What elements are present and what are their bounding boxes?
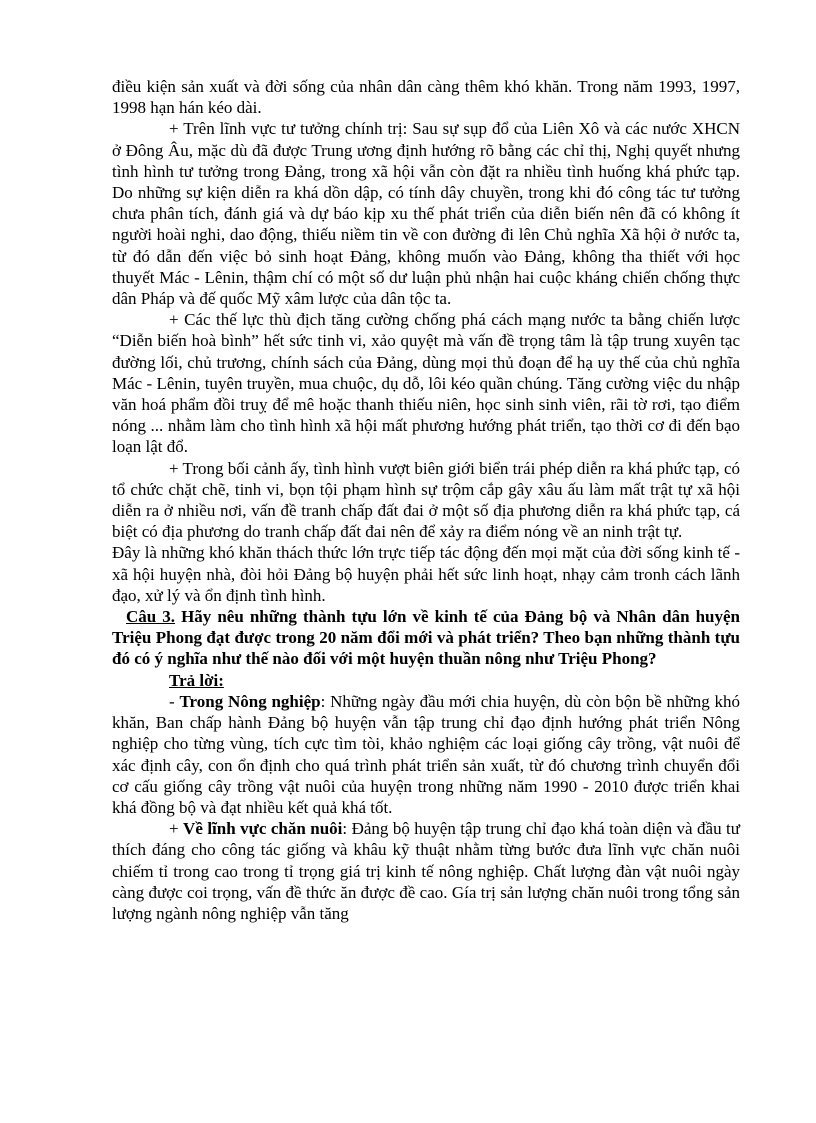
answer-livestock bbox=[112, 818, 740, 924]
question-label: Câu 3. bbox=[126, 607, 176, 627]
answer-agriculture-prefix: - bbox=[169, 691, 180, 711]
answer-agriculture-text: : Những ngày đầu mới chia huyện, dù còn bộn bề những khó khăn, Ban chấp hành Đảng bộ huyện vẫn tập trung chỉ đạo định hướng phát triển Nông nghiệp cho từng vùng, tích cực tìm tòi, khảo nghiệm các loại giống cây trồng, vật nuôi để xác định cây, con ổn định cho quá trình phát triển sản xuất, từ đó chương trình chuyển đổi cơ cấu giống cây trồng vật nuôi của huyện trong những năm 1990 - 2010 được triển khai khá đồng bộ và đạt nhiều kết quả khá tốt. bbox=[112, 691, 740, 817]
question-text: Hãy nêu những thành tựu lớn về kinh tế của Đảng bộ và Nhân dân huyện Triệu Phong đạt được trong 20 năm đổi mới và phát triển? Theo bạn những thành tựu đó có ý nghĩa như thế nào đối với một huyện thuần nông như Triệu Phong? bbox=[112, 607, 740, 669]
answer-livestock-prefix: + bbox=[169, 819, 184, 839]
paragraph-challenges-summary: Đây là những khó khăn thách thức lớn trực tiếp tác động đến mọi mặt của đời sống kinh tế - xã hội huyện nhà, đòi hỏi Đảng bộ huyện phải hết sức linh hoạt, nhạy cảm tronh cách lãnh đạo, xử lý và ổn định tình hình. bbox=[112, 543, 740, 605]
paragraph-hostile-forces: + Các thế lực thù địch tăng cường chống phá cách mạng nước ta bằng chiến lược “Diễn biến hoà bình” hết sức tinh vi, xảo quyệt mà vấn đề trọng tâm là tập trung xuyên tạc đường lối, chủ trương, chính sách của Đảng, dùng mọi thủ đoạn để hạ uy thế của chủ nghĩa Mác - Lênin, tuyên truyền, mua chuộc, dụ dỗ, lôi kéo quần chúng. Tăng cường việc du nhập văn hoá phẩm đồi truỵ để mê hoặc thanh thiếu niên, học sinh sinh viên, rãi tờ rơi, tạo điểm nóng ... nhằm làm cho tình hình xã hội mất phương hướng phát triển, tạo thời cơ đi đến bạo loạn lật đổ. bbox=[112, 310, 740, 457]
paragraph-drought: điều kiện sản xuất và đời sống của nhân dân càng thêm khó khăn. Trong năm 1993, 1997, 1998 hạn hán kéo dài. bbox=[112, 77, 740, 118]
paragraph-border-security: + Trong bối cảnh ấy, tình hình vượt biên giới biển trái phép diễn ra khá phức tạp, có tổ chức chặt chẽ, tinh vi, bọn tội phạm hình sự trộm cắp gây xâu ấu làm mất trật tự xã hội diễn ra ở nhiều nơi, vấn đề tranh chấp đất đai ở một số địa phương diễn ra khá phức tạp, cá biệt có địa phương do tranh chấp đất đai nên để xảy ra điểm nóng về an ninh trật tự. bbox=[112, 458, 740, 542]
answer-label: Trả lời: bbox=[169, 670, 224, 690]
answer-livestock-lead: Về lĩnh vực chăn nuôi bbox=[183, 819, 343, 839]
answer-agriculture-lead: Trong Nông nghiệp bbox=[179, 691, 321, 711]
answer-agriculture bbox=[112, 691, 740, 818]
paragraph-ideology: + Trên lĩnh vực tư tưởng chính trị: Sau sự sụp đổ của Liên Xô và các nước XHCN ở Đông Âu, mặc dù đã được Trung ương định hướng rõ bằng các chỉ thị, Nghị quyết nhưng tình hình tư tưởng trong Đảng, trong xã hội vẫn còn đặt ra nhiều tình huống khá phức tạp. Do những sự kiện diễn ra khá dồn dập, có tính dây chuyền, trong khi đó công tác tư tưởng chưa phân tích, đánh giá và dự báo kịp xu thế phát triển của diễn biến nên đã có không ít người hoài nghi, dao động, thiếu niềm tin về con đường đi lên Chủ nghĩa Xã hội ở nước ta, từ đó dẫn đến việc bỏ sinh hoạt Đảng, không muốn vào Đảng, không tha thiết với học thuyết Mác - Lênin, thậm chí có một số dư luận phủ nhận hai cuộc kháng chiến chống thực dân Pháp và đế quốc Mỹ xâm lược của dân tộc ta. bbox=[112, 119, 740, 309]
question-3 bbox=[112, 606, 740, 670]
document-page bbox=[112, 76, 740, 924]
answer-livestock-text: : Đảng bộ huyện tập trung chỉ đạo khá toàn diện và đầu tư thích đáng cho công tác giống và khâu kỹ thuật nhằm từng bước đưa lĩnh vực chăn nuôi chiếm tỉ trong cao trong tỉ trọng giá trị kinh tế nông nghiệp. Chất lượng đàn vật nuôi ngày càng được coi trọng, vấn đề thức ăn được đề cao. Gía trị sản lượng chăn nuôi trong tổng sản lượng ngành nông nghiệp vẫn tăng bbox=[112, 819, 740, 923]
